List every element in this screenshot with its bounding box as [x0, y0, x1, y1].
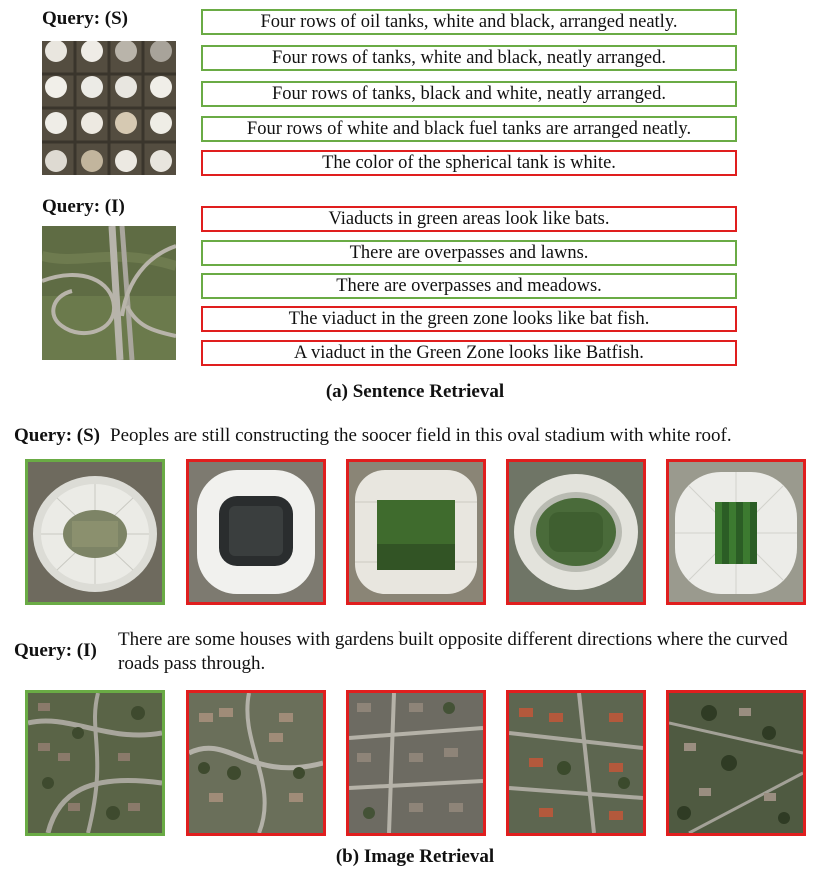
residential-image [666, 690, 806, 836]
result-sentence: Viaducts in green areas look like bats. [201, 206, 737, 232]
viaduct-image [42, 226, 176, 360]
caption-sentence-retrieval: (a) Sentence Retrieval [325, 381, 505, 402]
stadium-image [666, 459, 806, 605]
caption-image-retrieval: (b) Image Retrieval [335, 846, 495, 867]
result-sentence: There are overpasses and meadows. [201, 273, 737, 299]
result-sentence: The color of the spherical tank is white. [201, 150, 737, 176]
result-sentence: Four rows of oil tanks, white and black, arranged neatly. [201, 9, 737, 35]
stadium-image [506, 459, 646, 605]
result-sentence: The viaduct in the green zone looks like bat fish. [201, 306, 737, 332]
result-sentence: Four rows of tanks, black and white, neatly arranged. [201, 81, 737, 107]
result-sentence: A viaduct in the Green Zone looks like Batfish. [201, 340, 737, 366]
query-text: There are some houses with gardens built opposite different directions where the curved roads pass through. [118, 629, 788, 674]
result-sentence: Four rows of tanks, white and black, neatly arranged. [201, 45, 737, 71]
result-sentence: Four rows of white and black fuel tanks are arranged neatly. [201, 116, 737, 142]
stadium-image [25, 459, 165, 605]
residential-image [186, 690, 326, 836]
oil-tanks-image [42, 41, 176, 175]
residential-image [506, 690, 646, 836]
residential-image [346, 690, 486, 836]
residential-image [25, 690, 165, 836]
query-s-label: Query: (S) [14, 425, 101, 446]
result-sentence: There are overpasses and lawns. [201, 240, 737, 266]
query-text: Peoples are still constructing the soocer field in this oval stadium with white roof. [110, 425, 732, 446]
stadium-image [186, 459, 326, 605]
query-i-label: Query: (I) [14, 640, 97, 661]
query-i-label: Query: (I) [42, 196, 125, 217]
query-s-label: Query: (S) [42, 8, 129, 29]
stadium-image [346, 459, 486, 605]
